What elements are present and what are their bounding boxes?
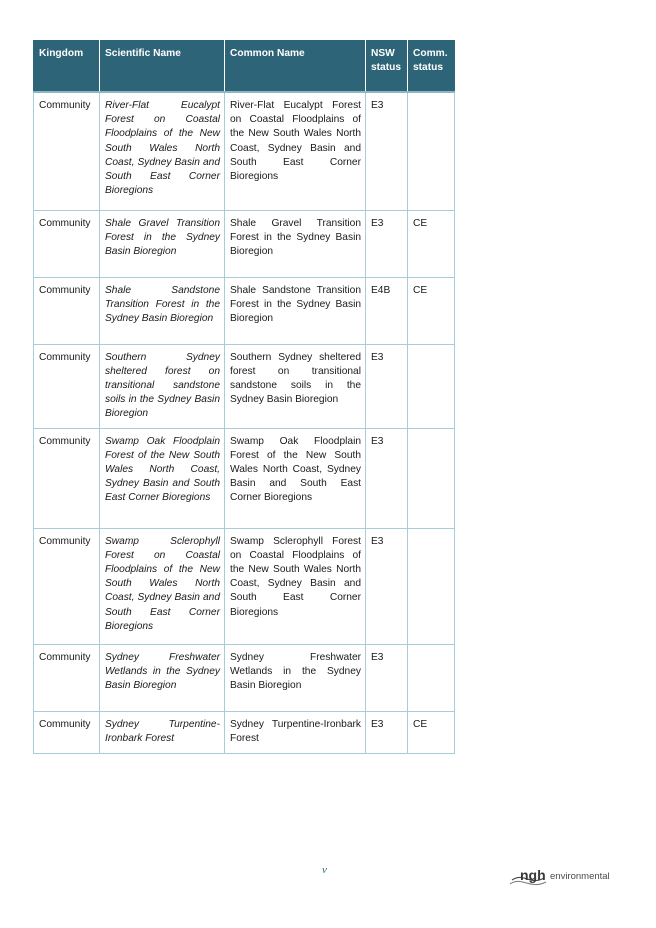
cell-nsw-status: E3: [366, 210, 408, 277]
cell-nsw-status: E3: [366, 528, 408, 644]
cell-nsw-status: E3: [366, 711, 408, 753]
cell-kingdom: Community: [34, 277, 100, 344]
cell-scientific-name: Southern Sydney sheltered forest on transitional sandstone soils in the Sydney Basin Bioregion: [100, 344, 225, 428]
page-number: v: [322, 864, 327, 876]
cell-scientific-name: River-Flat Eucalypt Forest on Coastal Floodplains of the New South Wales North Coast, Sydney Basin and South East Corner Bioregions: [100, 92, 225, 210]
table-row: [34, 210, 455, 277]
cell-comm-status: CE: [408, 711, 455, 753]
cell-common-name: Shale Gravel Transition Forest in the Sydney Basin Bioregion: [225, 210, 366, 277]
logo-text: environmental: [550, 871, 610, 882]
cell-comm-status: [408, 644, 455, 711]
cell-common-name: Swamp Oak Floodplain Forest of the New South Wales North Coast, Sydney Basin and South East Corner Bioregions: [225, 428, 366, 528]
header-comm-status: Comm. status: [408, 41, 455, 93]
header-scientific-name: Scientific Name: [100, 41, 225, 93]
cell-comm-status: [408, 528, 455, 644]
header-common-name: Common Name: [225, 41, 366, 93]
table-row: [34, 528, 455, 644]
cell-kingdom: Community: [34, 644, 100, 711]
cell-common-name: Sydney Turpentine-Ironbark Forest: [225, 711, 366, 753]
cell-nsw-status: E3: [366, 428, 408, 528]
cell-kingdom: Community: [34, 92, 100, 210]
cell-kingdom: Community: [34, 344, 100, 428]
table-row: [34, 344, 455, 428]
cell-scientific-name: Sydney Turpentine-Ironbark Forest: [100, 711, 225, 753]
cell-kingdom: Community: [34, 528, 100, 644]
cell-scientific-name: Swamp Sclerophyll Forest on Coastal Floodplains of the New South Wales North Coast, Sydney Basin and South East Corner Bioregions: [100, 528, 225, 644]
cell-comm-status: CE: [408, 277, 455, 344]
cell-comm-status: CE: [408, 210, 455, 277]
cell-nsw-status: E3: [366, 92, 408, 210]
cell-nsw-status: E3: [366, 344, 408, 428]
cell-kingdom: Community: [34, 711, 100, 753]
cell-common-name: Shale Sandstone Transition Forest in the Sydney Basin Bioregion: [225, 277, 366, 344]
cell-kingdom: Community: [34, 210, 100, 277]
cell-nsw-status: E3: [366, 644, 408, 711]
logo-brand: ngh: [520, 867, 546, 883]
table-row: [34, 644, 455, 711]
ngh-environmental-logo: [510, 858, 620, 892]
cell-kingdom: Community: [34, 428, 100, 528]
cell-scientific-name: Sydney Freshwater Wetlands in the Sydney Basin Bioregion: [100, 644, 225, 711]
cell-common-name: Swamp Sclerophyll Forest on Coastal Floodplains of the New South Wales North Coast, Sydney Basin and South East Corner Bioregions: [225, 528, 366, 644]
cell-nsw-status: E4B: [366, 277, 408, 344]
table-row: [34, 92, 455, 210]
cell-comm-status: [408, 344, 455, 428]
table-row: [34, 277, 455, 344]
cell-comm-status: [408, 428, 455, 528]
header-nsw-status: NSW status: [366, 41, 408, 93]
cell-scientific-name: Swamp Oak Floodplain Forest of the New South Wales North Coast, Sydney Basin and South East Corner Bioregions: [100, 428, 225, 528]
table-row: [34, 711, 455, 753]
cell-common-name: River-Flat Eucalypt Forest on Coastal Floodplains of the New South Wales North Coast, Sydney Basin and South East Corner Bioregions: [225, 92, 366, 210]
cell-scientific-name: Shale Sandstone Transition Forest in the Sydney Basin Bioregion: [100, 277, 225, 344]
table-header-row: [34, 41, 455, 93]
header-kingdom: Kingdom: [34, 41, 100, 93]
cell-comm-status: [408, 92, 455, 210]
cell-scientific-name: Shale Gravel Transition Forest in the Sydney Basin Bioregion: [100, 210, 225, 277]
table-row: [34, 428, 455, 528]
cell-common-name: Southern Sydney sheltered forest on transitional sandstone soils in the Sydney Basin Bioregion: [225, 344, 366, 428]
species-table: [33, 40, 455, 754]
cell-common-name: Sydney Freshwater Wetlands in the Sydney Basin Bioregion: [225, 644, 366, 711]
